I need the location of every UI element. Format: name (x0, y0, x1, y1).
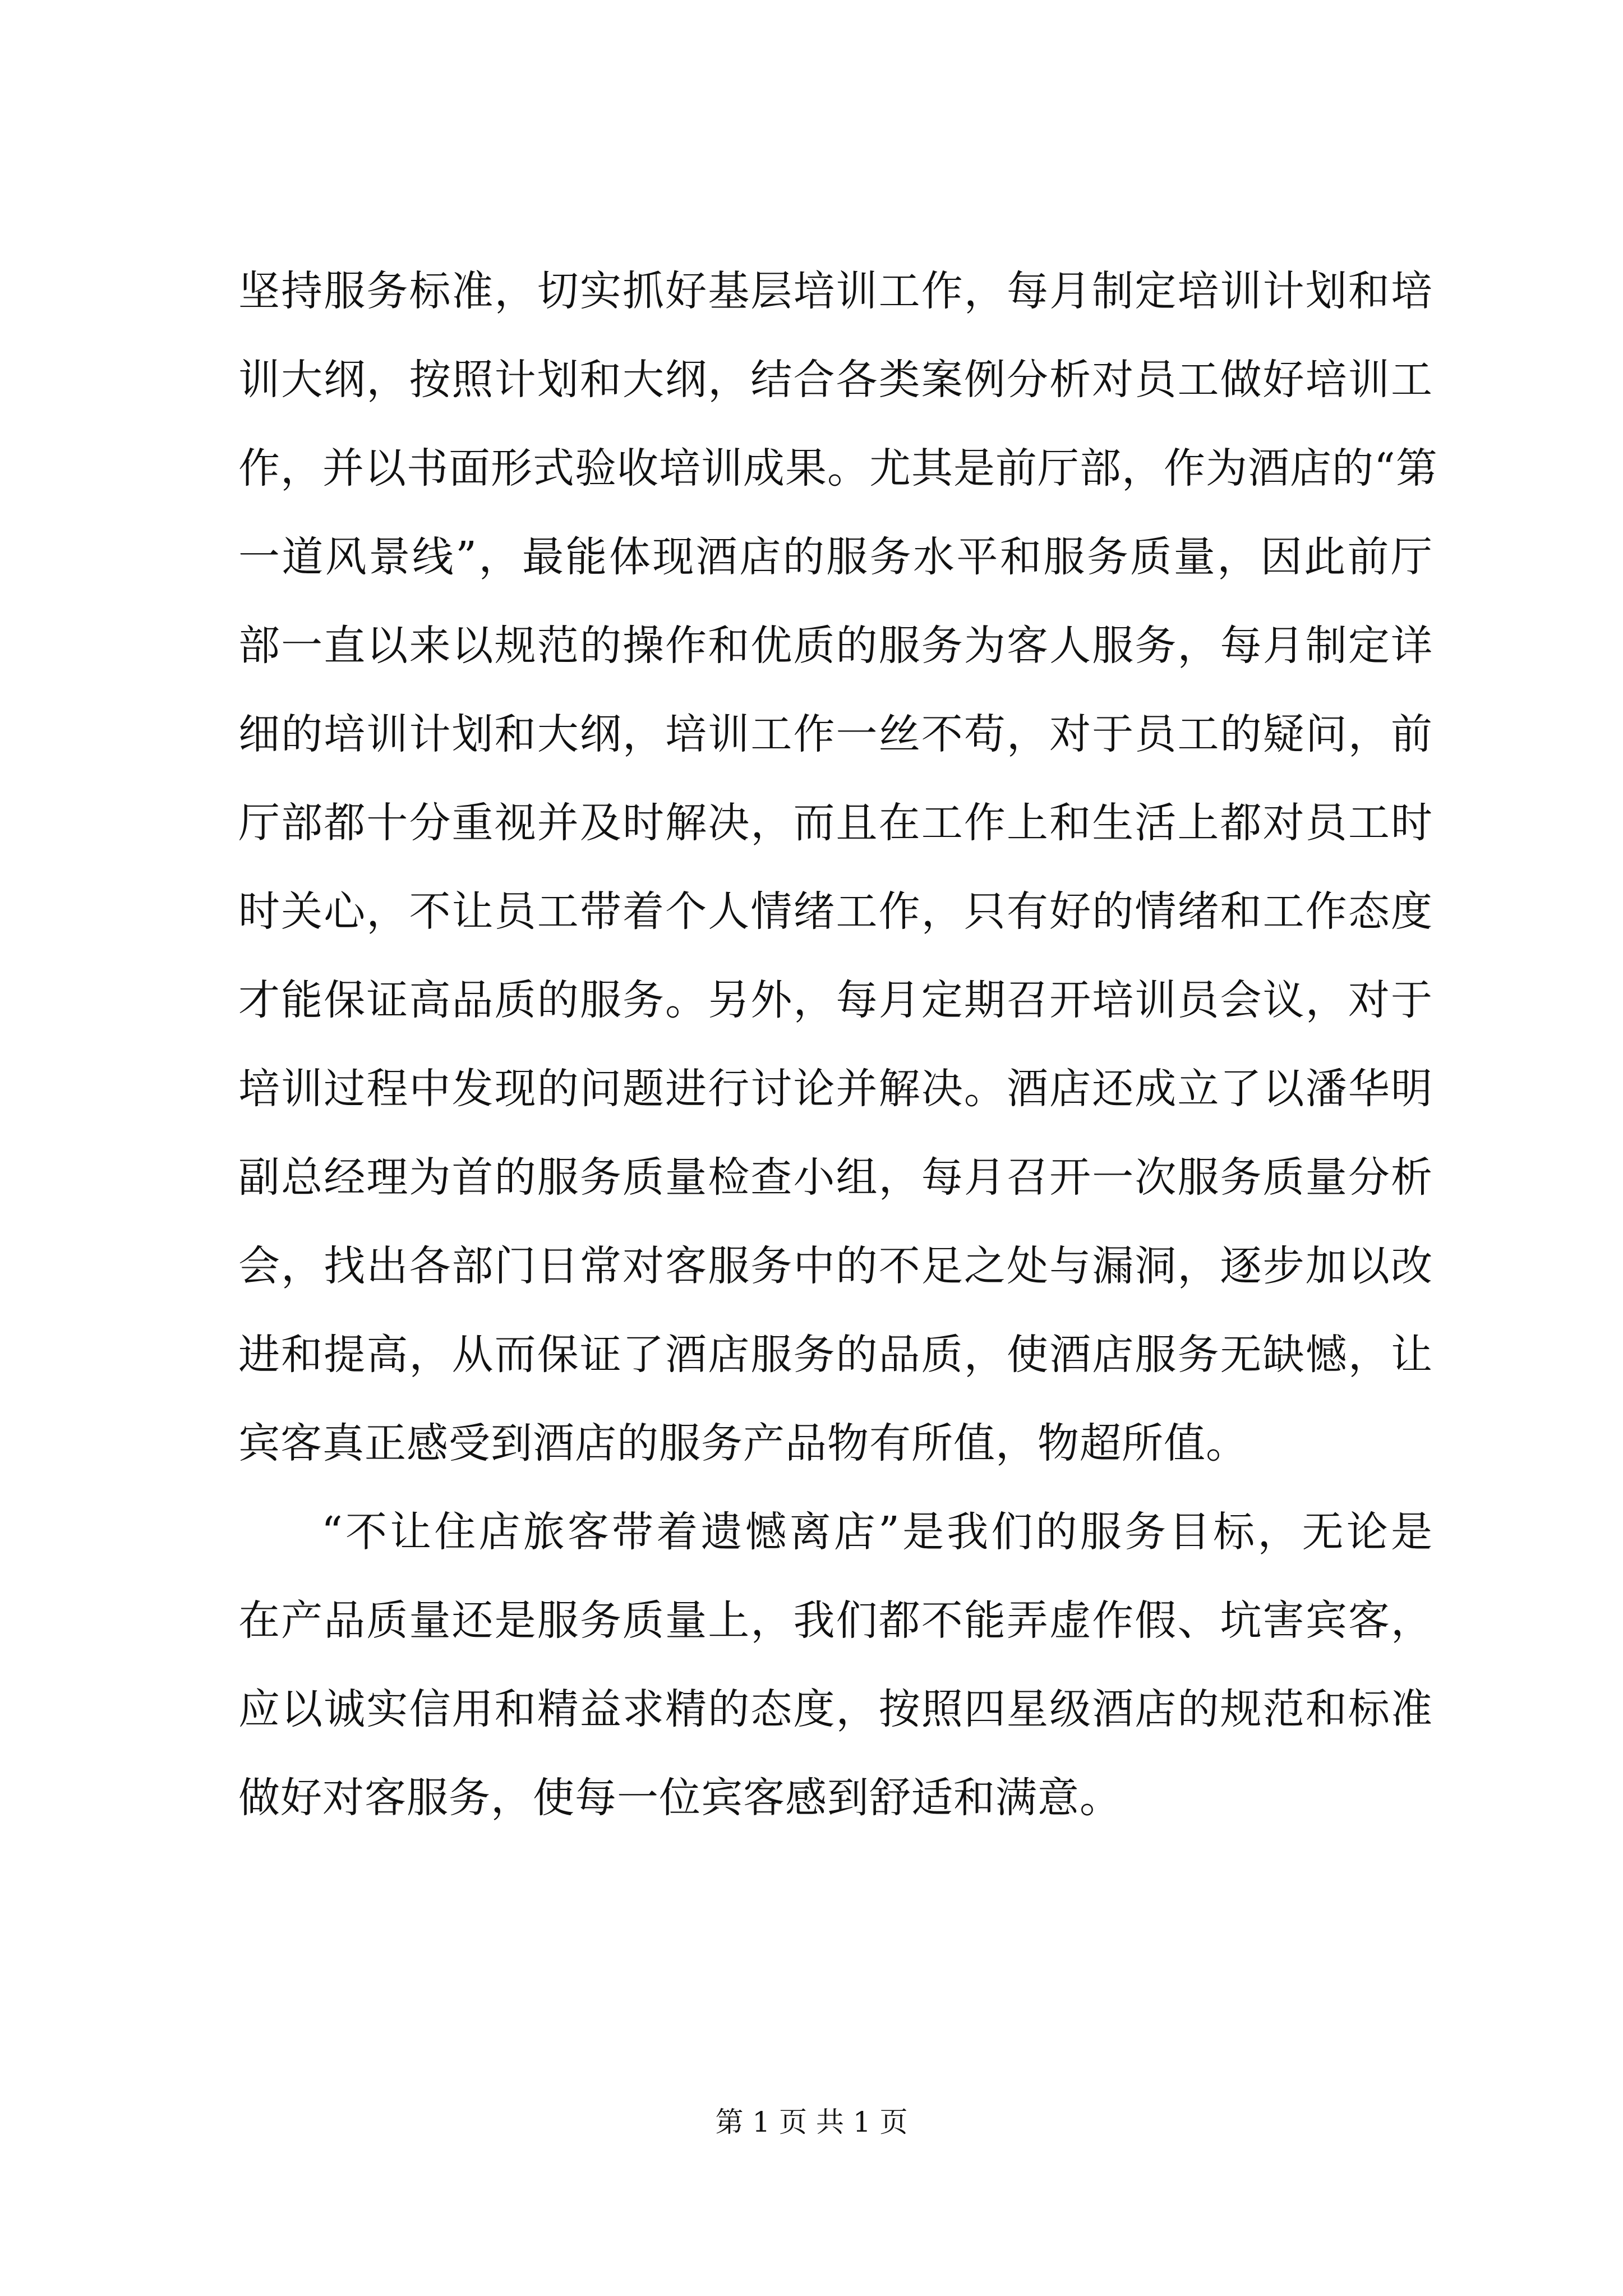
text-line: 厅部都十分重视并及时解决，而且在工作上和生活上都对员工时 (238, 799, 1433, 847)
text-line: 部一直以来以规范的操作和优质的服务为客人服务，每月制定详 (238, 622, 1433, 670)
text-line: 一道风景线”，最能体现酒店的服务水平和服务质量，因此前厅 (238, 533, 1433, 581)
text-line: 应以诚实信用和精益求精的态度，按照四星级酒店的规范和标准 (238, 1685, 1433, 1733)
page-footer: 第 1 页 共 1 页 (715, 2106, 908, 2138)
text-line: 进和提高，从而保证了酒店服务的品质，使酒店服务无缺憾，让 (238, 1331, 1433, 1379)
text-line: 副总经理为首的服务质量检查小组，每月召开一次服务质量分析 (238, 1153, 1433, 1202)
text-line: 会，找出各部门日常对客服务中的不足之处与漏洞，逐步加以改 (238, 1242, 1433, 1290)
text-line: 培训过程中发现的问题进行讨论并解决。酒店还成立了以潘华明 (238, 1065, 1433, 1113)
document-body (238, 247, 1438, 1842)
paragraph (238, 247, 1438, 1488)
text-line: 做好对客服务，使每一位宾客感到舒适和满意。 (238, 1774, 1122, 1822)
text-line: “不让住店旅客带着遗憾离店”是我们的服务目标，无论是 (321, 1508, 1433, 1556)
text-line: 坚持服务标准，切实抓好基层培训工作，每月制定培训计划和培 (238, 267, 1433, 315)
paragraph (238, 1488, 1433, 1842)
text-line: 细的培训计划和大纲，培训工作一丝不苟，对于员工的疑问，前 (238, 710, 1433, 758)
text-line: 才能保证高品质的服务。另外，每月定期召开培训员会议，对于 (238, 976, 1433, 1024)
text-line: 时关心，不让员工带着个人情绪工作，只有好的情绪和工作态度 (238, 887, 1433, 936)
text-line: 在产品质量还是服务质量上，我们都不能弄虚作假、坑害宾客， (238, 1596, 1433, 1645)
text-line: 宾客真正感受到酒店的服务产品物有所值，物超所值。 (238, 1419, 1248, 1467)
text-line: 训大纲，按照计划和大纲，结合各类案例分析对员工做好培训工 (238, 356, 1433, 404)
text-line: 作，并以书面形式验收培训成果。尤其是前厅部，作为酒店的“第 (238, 444, 1438, 493)
